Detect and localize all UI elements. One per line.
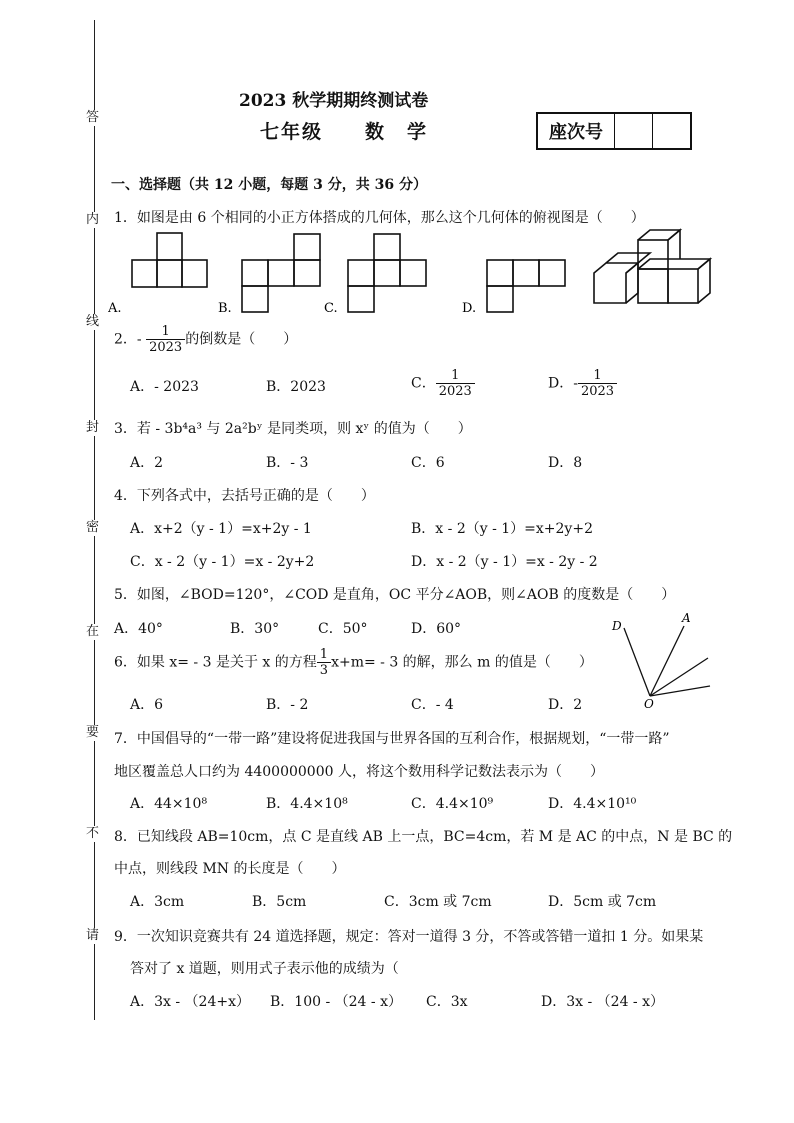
q8-option-A: A．3cm — [130, 894, 185, 910]
question-9-line-1: 9．一次知识竞赛共有 24 道选择题，规定：答对一道得 3 分，不答或答错一道扣 1 分。如果某 — [114, 929, 704, 945]
margin-char: 在 — [86, 624, 100, 639]
seat-number-box — [536, 112, 692, 150]
margin-char: 请 — [86, 928, 100, 943]
q2-option-A: A．- 2023 — [130, 379, 199, 395]
q8-option-C: C．3cm 或 7cm — [384, 894, 492, 910]
q4-option-D: D．x - 2（y - 1）=x - 2y - 2 — [411, 554, 598, 570]
q2-option-C: C． $\frac{1}{2023}$ — [411, 368, 475, 399]
q7-option-A: A．44×10⁸ — [130, 796, 208, 812]
seat-number-cell[interactable] — [653, 114, 690, 148]
question-7-line-1: 7．中国倡导的“一带一路”建设将促进我国与世界各国的互利合作，根据规划，“一带一路” — [114, 731, 670, 747]
question-2-text: 2．- $\frac{1}{2023}$ 的倒数是（ ） — [114, 324, 298, 355]
section-heading: 一、选择题（共 12 小题，每题 3 分，共 36 分） — [111, 177, 427, 193]
q3-option-A: A．2 — [130, 455, 164, 471]
q5-option-D: D．60° — [411, 621, 462, 637]
exam-subtitle: 七年级 数 学 — [260, 121, 429, 143]
margin-char: 线 — [86, 314, 100, 329]
margin-char: 密 — [86, 520, 100, 535]
margin-char: 不 — [86, 826, 100, 841]
margin-char: 要 — [86, 725, 100, 740]
q3-option-D: D．8 — [548, 455, 583, 471]
q7-option-B: B．4.4×10⁸ — [266, 796, 348, 812]
seat-number-cell[interactable] — [615, 114, 653, 148]
q1-option-A: A. — [108, 301, 122, 316]
q9-option-B: B．100 - （24 - x） — [270, 994, 402, 1010]
q1-option-B: B. — [218, 301, 232, 316]
question-7-line-2: 地区覆盖总人口约为 4400000000 人，将这个数用科学记数法表示为（ ） — [114, 764, 604, 780]
q2-option-B: B．2023 — [266, 379, 326, 395]
question-4-text: 4．下列各式中，去括号正确的是（ ） — [114, 488, 375, 504]
seat-number-label: 座次号 — [538, 114, 615, 148]
q1-option-D: D. — [462, 301, 477, 316]
margin-char: 内 — [86, 212, 100, 227]
q4-option-B: B．x - 2（y - 1）=x+2y+2 — [411, 521, 593, 537]
q9-option-D: D．3x - （24 - x） — [541, 994, 664, 1010]
q6-option-A: A．6 — [130, 697, 164, 713]
q2-option-D: D．- $\frac{1}{2023}$ — [548, 368, 617, 399]
question-1-text: 1．如图是由 6 个相同的小正方体搭成的几何体，那么这个几何体的俯视图是（ ） — [114, 210, 645, 226]
question-5-text: 5．如图，∠BOD=120°，∠COD 是直角，OC 平分∠AOB，则∠AOB 的度数是（ ） — [114, 587, 676, 603]
question-9-line-2: 答对了 x 道题，则用式子表示他的成绩为（ — [130, 961, 399, 977]
margin-char: 封 — [86, 420, 100, 435]
question-6-text: 6．如果 x= - 3 是关于 x 的方程 $\frac{1}{3}$ x+m= - 3 的解，那么 m 的值是（ ） — [114, 647, 593, 678]
q9-option-A: A．3x - （24+x） — [130, 994, 250, 1010]
q1-option-C: C. — [324, 301, 338, 316]
point-A-label: A — [682, 611, 691, 625]
q6-option-D: D．2 — [548, 697, 583, 713]
exam-title: 2023 秋学期期终测试卷 — [239, 91, 429, 111]
q6-option-B: B．- 2 — [266, 697, 309, 713]
margin-char: 答 — [86, 110, 100, 125]
q8-option-B: B．5cm — [252, 894, 307, 910]
q9-option-C: C．3x — [426, 994, 468, 1010]
point-O-label: O — [644, 697, 654, 710]
q3-option-B: B．- 3 — [266, 455, 309, 471]
q8-option-D: D．5cm 或 7cm — [548, 894, 657, 910]
question-8-line-2: 中点，则线段 MN 的长度是（ ） — [114, 861, 346, 877]
q4-option-A: A．x+2（y - 1）=x+2y - 1 — [130, 521, 312, 537]
point-D-label: D — [612, 619, 622, 633]
angle-figure — [604, 610, 714, 710]
q7-option-C: C．4.4×10⁹ — [411, 796, 494, 812]
question-1-figures — [108, 228, 728, 320]
q7-option-D: D．4.4×10¹⁰ — [548, 796, 637, 812]
q6-option-C: C．- 4 — [411, 697, 454, 713]
q5-option-B: B．30° — [230, 621, 280, 637]
q4-option-C: C．x - 2（y - 1）=x - 2y+2 — [130, 554, 315, 570]
question-8-line-1: 8．已知线段 AB=10cm，点 C 是直线 AB 上一点，BC=4cm，若 M 是 AC 的中点，N 是 BC 的 — [114, 829, 733, 845]
q5-option-C: C．50° — [318, 621, 368, 637]
question-3-text: 3．若 - 3b⁴a³ 与 2a²bʸ 是同类项，则 xʸ 的值为（ ） — [114, 421, 472, 437]
q5-option-A: A．40° — [114, 621, 163, 637]
q3-option-C: C．6 — [411, 455, 445, 471]
